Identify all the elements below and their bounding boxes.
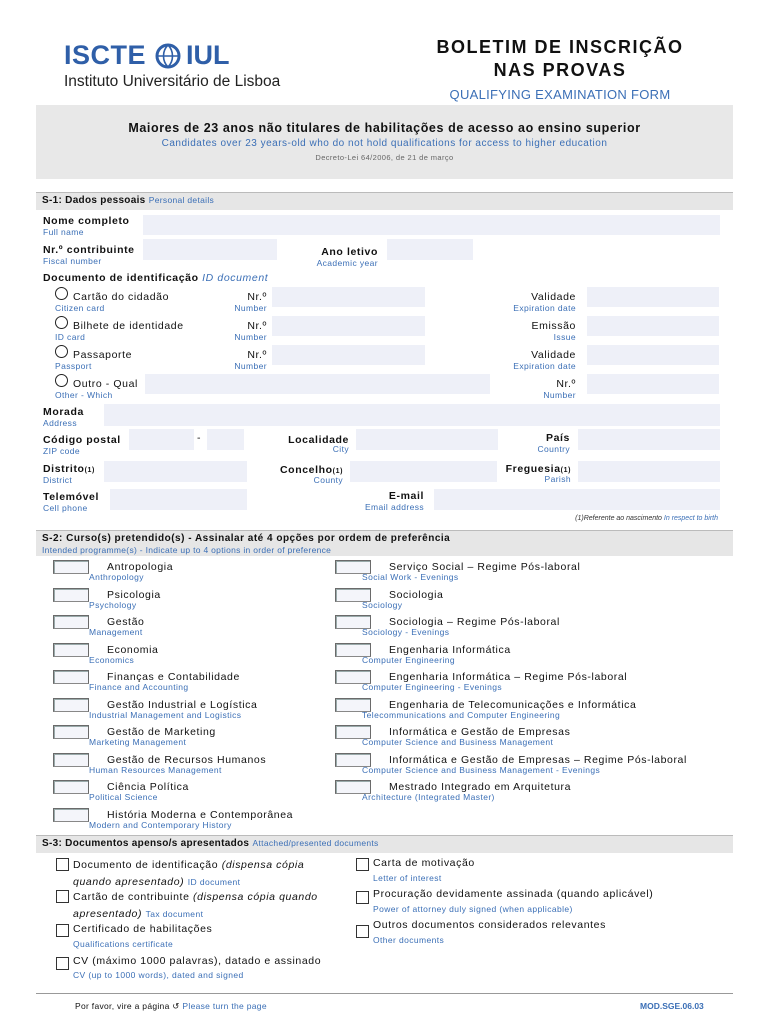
radio-citizen-card[interactable] <box>55 287 68 300</box>
s2-title: S-2: Curso(s) pretendido(s) - Assinalar até 4 opções por ordem de preferência <box>42 533 451 544</box>
course-preference-box-left-6[interactable] <box>53 725 89 739</box>
doc-label-0: Cartão do cidadão <box>73 291 170 303</box>
institution-name: Instituto Universitário de Lisboa <box>64 73 281 90</box>
turn-page-icon: ↺ <box>172 1001 180 1011</box>
banner <box>36 105 733 179</box>
checkbox-qualifications-certificate[interactable] <box>56 924 69 937</box>
course-label-right-1: Sociologia <box>389 589 444 601</box>
course-label-en-left-2: Management <box>89 627 143 637</box>
form-code: MOD.SGE.06.03 <box>640 1001 704 1011</box>
course-label-left-3: Economia <box>107 644 159 656</box>
course-label-right-7: Informática e Gestão de Empresas – Regime Pós-laboral <box>389 754 687 766</box>
banner-heading: Maiores de 23 anos não titulares de habilitações de acesso ao ensino superior <box>128 121 641 135</box>
input-cell-phone[interactable] <box>110 489 247 510</box>
footer-divider <box>36 993 733 994</box>
course-label-en-right-2: Sociology - Evenings <box>362 627 450 637</box>
doc-nr-en-0: Number <box>234 303 267 313</box>
checkbox-id-document[interactable] <box>56 858 69 871</box>
input-zip-1[interactable] <box>129 429 194 450</box>
radio-other[interactable] <box>55 374 68 387</box>
label-cp: Código postal <box>43 434 121 446</box>
label-localidade: Localidade <box>288 434 349 446</box>
label-ano: Ano letivo <box>321 246 378 258</box>
course-preference-box-left-2[interactable] <box>53 615 89 629</box>
title-line1: BOLETIM DE INSCRIÇÃO <box>436 37 684 57</box>
input-passport-expiry[interactable] <box>587 345 719 365</box>
course-preference-box-left-1[interactable] <box>53 588 89 602</box>
label-freguesia-en: Parish <box>544 474 571 484</box>
s3-attorney-label: Procuração devidamente assinada (quando aplicável) <box>373 888 654 900</box>
doc-nr-en-2: Number <box>234 361 267 371</box>
label-pais: País <box>546 432 570 444</box>
s3-motivation-label: Carta de motivação <box>373 857 475 869</box>
label-nome: Nome completo <box>43 215 130 227</box>
s3-cv-en: CV (up to 1000 words), dated and signed <box>73 970 244 980</box>
checkbox-power-of-attorney[interactable] <box>356 891 369 904</box>
s3-cv-label: CV (máximo 1000 palavras), datado e assinado <box>73 955 322 967</box>
footer-turn-page: Por favor, vire a página ↺ Please turn the page <box>75 1001 267 1011</box>
doc-label-3: Outro - Qual <box>73 378 138 390</box>
course-label-left-5: Gestão Industrial e Logística <box>107 699 258 711</box>
doc-nr-0: Nr.º <box>247 291 267 303</box>
input-citizen-card-expiry[interactable] <box>587 287 719 307</box>
course-label-en-right-4: Computer Engineering - Evenings <box>362 682 502 692</box>
zip-separator: - <box>197 432 202 444</box>
checkbox-tax-document[interactable] <box>56 890 69 903</box>
s2-title-en: Intended programme(s) - Indicate up to 4 options in order of preference <box>42 545 332 555</box>
section-1-header <box>36 192 733 210</box>
course-preference-box-left-4[interactable] <box>53 670 89 684</box>
s3-attorney-en: Power of attorney duly signed (when applicable) <box>373 904 573 914</box>
course-label-right-6: Informática e Gestão de Empresas <box>389 726 571 738</box>
course-label-en-left-1: Psychology <box>89 600 137 610</box>
input-country[interactable] <box>578 429 720 450</box>
checkbox-cv[interactable] <box>56 957 69 970</box>
course-label-en-left-9: Modern and Contemporary History <box>89 820 232 830</box>
input-zip-2[interactable] <box>207 429 244 450</box>
form-title <box>400 37 720 102</box>
input-email[interactable] <box>434 489 720 510</box>
course-preference-box-left-3[interactable] <box>53 643 89 657</box>
course-label-left-6: Gestão de Marketing <box>107 726 216 738</box>
label-telemovel-en: Cell phone <box>43 503 88 513</box>
course-label-en-right-3: Computer Engineering <box>362 655 456 665</box>
course-label-right-0: Serviço Social – Regime Pós-laboral <box>389 561 581 573</box>
label-telemovel: Telemóvel <box>43 491 99 503</box>
label-nome-en: Full name <box>43 227 84 237</box>
input-address[interactable] <box>104 404 720 426</box>
course-label-left-8: Ciência Política <box>107 781 189 793</box>
title-line2: NAS PROVAS <box>493 60 627 80</box>
doc-nr-2: Nr.º <box>247 349 267 361</box>
course-label-left-7: Gestão de Recursos Humanos <box>107 754 267 766</box>
course-preference-box-left-8[interactable] <box>53 780 89 794</box>
input-citizen-card-number[interactable] <box>272 287 425 307</box>
doc-nr-1: Nr.º <box>247 320 267 332</box>
birth-note: (1)Referente ao nascimento In respect to birth <box>575 515 718 522</box>
course-label-right-3: Engenharia Informática <box>389 644 511 656</box>
input-fiscal-number[interactable] <box>143 239 277 260</box>
course-label-en-right-0: Social Work - Evenings <box>362 572 459 582</box>
input-academic-year[interactable] <box>387 239 473 260</box>
course-label-en-left-6: Marketing Management <box>89 737 187 747</box>
label-cp-en: ZIP code <box>43 446 81 456</box>
course-label-en-left-7: Human Resources Management <box>89 765 222 775</box>
label-email: E-mail <box>388 490 424 502</box>
doc-date-0: Validade <box>531 291 576 303</box>
logo-globe-icon <box>154 42 182 70</box>
s3-id-doc-label: Documento de identificação (dispensa cópia quando apresentado) ID document <box>73 859 305 888</box>
label-distrito: Distrito(1) <box>43 463 95 475</box>
course-label-left-0: Antropologia <box>107 561 174 573</box>
label-nif: Nr.º contribuinte <box>43 244 135 256</box>
input-district[interactable] <box>104 461 247 482</box>
s3-title: S-3: Documentos apenso/s apresentados <box>42 838 250 849</box>
input-other-number[interactable] <box>587 374 719 394</box>
input-city[interactable] <box>356 429 498 450</box>
title-en: QUALIFYING EXAMINATION FORM <box>449 87 671 102</box>
course-label-right-2: Sociologia – Regime Pós-laboral <box>389 616 560 628</box>
s3-motivation-en: Letter of interest <box>373 873 442 883</box>
doc-en-1: ID card <box>55 332 86 342</box>
course-label-en-right-6: Computer Science and Business Management <box>362 737 554 747</box>
doc-date-en-1: Issue <box>553 332 576 342</box>
input-other-which[interactable] <box>145 374 490 394</box>
banner-en: Candidates over 23 years-old who do not hold qualifications for access to higher education <box>161 138 608 149</box>
doc-label-2: Passaporte <box>73 349 133 361</box>
label-concelho: Concelho(1) <box>280 464 343 476</box>
course-label-left-4: Finanças e Contabilidade <box>107 671 240 683</box>
s3-tax-doc-label: Cartão de contribuinte (dispensa cópia quando apresentado) Tax document <box>73 891 318 920</box>
radio-passport[interactable] <box>55 345 68 358</box>
doc-en-3: Other - Which <box>55 390 113 400</box>
s3-other-en: Other documents <box>373 935 445 945</box>
course-label-right-5: Engenharia de Telecomunicações e Informática <box>389 699 637 711</box>
course-label-en-right-5: Telecommunications and Computer Engineering <box>362 710 561 720</box>
s3-qualifications-label: Certificado de habilitações <box>73 923 213 935</box>
input-county[interactable] <box>350 461 497 482</box>
logo-brand-right: IUL <box>186 40 230 70</box>
label-distrito-en: District <box>43 475 73 485</box>
course-preference-box-left-7[interactable] <box>53 753 89 767</box>
label-concelho-en: County <box>313 475 343 485</box>
doc-nr-en-3: Number <box>543 390 576 400</box>
label-morada: Morada <box>43 406 84 418</box>
course-label-en-left-8: Political Science <box>89 792 158 802</box>
course-label-en-left-0: Anthropology <box>89 572 144 582</box>
label-doc: Documento de identificação ID document <box>43 272 269 284</box>
course-label-en-left-4: Finance and Accounting <box>89 682 189 692</box>
course-label-en-left-3: Economics <box>89 655 135 665</box>
doc-date-en-0: Expiration date <box>513 303 576 313</box>
banner-decree: Decreto-Lei 64/2006, de 21 de março <box>315 153 454 162</box>
s3-qualifications-en: Qualifications certificate <box>73 939 174 949</box>
input-parish[interactable] <box>578 461 720 482</box>
label-email-en: Email address <box>364 502 424 512</box>
section-3-header <box>36 835 733 853</box>
doc-en-2: Passport <box>55 361 92 371</box>
label-freguesia: Freguesia(1) <box>505 463 571 475</box>
logo <box>64 40 324 96</box>
label-pais-en: Country <box>537 444 570 454</box>
doc-label-1: Bilhete de identidade <box>73 320 184 332</box>
course-label-en-right-7: Computer Science and Business Management - Evenings <box>362 765 601 775</box>
label-nif-en: Fiscal number <box>43 256 102 266</box>
label-ano-en: Academic year <box>316 258 378 268</box>
doc-en-0: Citizen card <box>55 303 105 313</box>
radio-id-card[interactable] <box>55 316 68 329</box>
course-label-en-right-1: Sociology <box>362 600 403 610</box>
course-label-right-4: Engenharia Informática – Regime Pós-laboral <box>389 671 628 683</box>
s3-other-label: Outros documentos considerados relevantes <box>373 919 606 931</box>
course-preference-box-left-9[interactable] <box>53 808 89 822</box>
s1-title-en: Personal details <box>148 195 215 205</box>
input-passport-number[interactable] <box>272 345 425 365</box>
doc-nr-en-1: Number <box>234 332 267 342</box>
course-label-left-9: História Moderna e Contemporânea <box>107 809 294 821</box>
input-id-card-issue[interactable] <box>587 316 719 336</box>
input-full-name[interactable] <box>143 215 720 235</box>
s1-title: S-1: Dados pessoais <box>42 195 146 206</box>
section-2-header <box>36 530 733 556</box>
s3-title-en: Attached/presented documents <box>252 838 379 848</box>
doc-nr-3: Nr.º <box>556 378 576 390</box>
checkbox-motivation-letter[interactable] <box>356 858 369 871</box>
logo-brand-left: ISCTE <box>64 40 147 70</box>
label-localidade-en: City <box>332 444 349 454</box>
doc-date-en-2: Expiration date <box>513 361 576 371</box>
input-id-card-number[interactable] <box>272 316 425 336</box>
checkbox-other-documents[interactable] <box>356 925 369 938</box>
course-label-en-left-5: Industrial Management and Logistics <box>89 710 242 720</box>
doc-date-1: Emissão <box>531 320 576 332</box>
course-label-left-2: Gestão <box>107 616 145 628</box>
label-morada-en: Address <box>43 418 77 428</box>
course-label-en-right-8: Architecture (Integrated Master) <box>362 792 495 802</box>
course-preference-box-left-0[interactable] <box>53 560 89 574</box>
doc-date-2: Validade <box>531 349 576 361</box>
course-preference-box-left-5[interactable] <box>53 698 89 712</box>
course-label-left-1: Psicologia <box>107 589 161 601</box>
course-label-right-8: Mestrado Integrado em Arquitetura <box>389 781 572 793</box>
